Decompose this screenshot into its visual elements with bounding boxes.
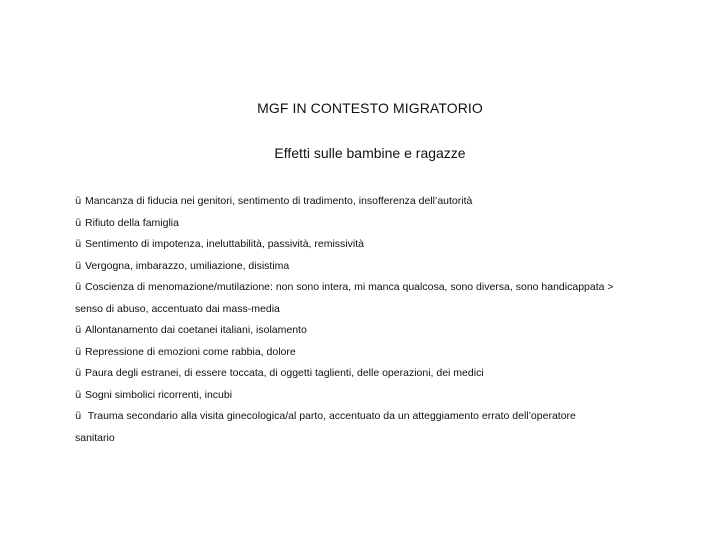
- check-icon: ü: [75, 346, 82, 358]
- check-icon: ü: [75, 196, 82, 207]
- check-icon: ü: [75, 260, 82, 272]
- list-item-text: Rifiuto della famiglia: [85, 216, 179, 229]
- list-item: [75, 277, 675, 299]
- list-item-text: Mancanza di fiducia nei genitori, sentimento di tradimento, insofferenza dell’autorità: [85, 195, 473, 207]
- effects-list: [75, 191, 675, 449]
- list-item: [75, 406, 675, 428]
- list-item: [75, 385, 675, 407]
- list-item-text: Sogni simbolici ricorrenti, incubi: [85, 388, 233, 401]
- list-item-text: senso di abuso, accentuato dai mass-media: [75, 302, 280, 315]
- list-item: [75, 363, 675, 385]
- check-icon: ü: [75, 239, 82, 250]
- check-icon: ü: [75, 325, 82, 336]
- list-item-text: sanitario: [75, 431, 115, 444]
- list-item-text: Vergogna, imbarazzo, umiliazione, disistima: [85, 259, 290, 272]
- check-icon: ü: [75, 368, 82, 379]
- list-item-text: Repressione di emozioni come rabbia, dolore: [85, 345, 296, 358]
- check-icon: ü: [75, 217, 82, 229]
- list-item-text: Sentimento di impotenza, ineluttabilità, passività, remissività: [85, 238, 364, 250]
- slide-title: MGF IN CONTESTO MIGRATORIO: [257, 100, 483, 116]
- list-item: [75, 256, 675, 278]
- list-item-text: Paura degli estranei, di essere toccata, di oggetti taglienti, delle operazioni, dei medici: [85, 367, 484, 379]
- check-icon: ü: [75, 282, 82, 293]
- check-icon: ü: [75, 411, 82, 422]
- list-item-text: Trauma secondario alla visita ginecologica/al parto, accentuato da un atteggiamento errato dell’operatore: [85, 410, 576, 422]
- list-item: [75, 234, 675, 256]
- list-item-text: Coscienza di menomazione/mutilazione: non sono intera, mi manca qualcosa, sono diversa, sono handicappata >: [85, 281, 614, 293]
- list-item-continuation: [75, 428, 675, 450]
- list-item-text: Allontanamento dai coetanei italiani, isolamento: [85, 324, 307, 336]
- list-item: [75, 320, 675, 342]
- check-icon: ü: [75, 389, 82, 401]
- list-item: [75, 191, 675, 213]
- list-item: [75, 213, 675, 235]
- slide-subtitle: Effetti sulle bambine e ragazze: [274, 145, 466, 161]
- list-item-continuation: [75, 299, 675, 321]
- list-item: [75, 342, 675, 364]
